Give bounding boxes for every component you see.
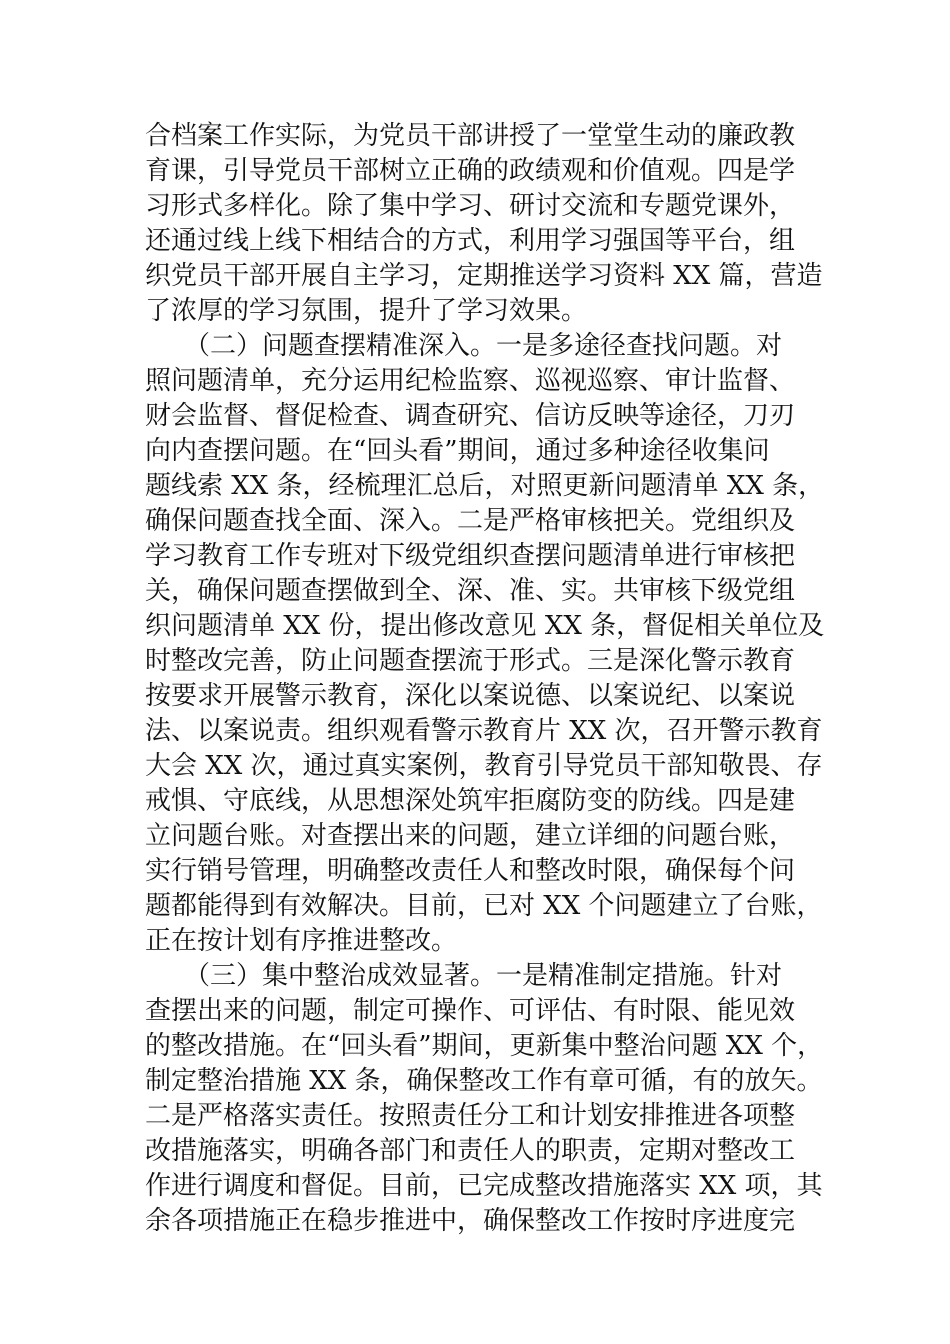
- text-line: 了浓厚的学习氛围，提升了学习效果。: [145, 296, 588, 326]
- text-line: 还通过线上线下相结合的方式，利用学习强国等平台，组: [145, 226, 796, 256]
- text-line: 关，确保问题查摆做到全、深、准、实。共审核下级党组: [145, 576, 796, 606]
- text-line: 立问题台账。对查摆出来的问题，建立详细的问题台账，: [145, 821, 796, 851]
- text-line: 织问题清单 XX 份，提出修改意见 XX 条，督促相关单位及: [145, 611, 825, 641]
- text-line: （三）集中整治成效显著。一是精准制定措施。针对: [145, 961, 783, 991]
- text-line: 作进行调度和督促。目前，已完成整改措施落实 XX 项，其: [145, 1171, 823, 1201]
- text-line: 戒惧、守底线，从思想深处筑牢拒腐防变的防线。四是建: [145, 786, 796, 816]
- text-line: 按要求开展警示教育，深化以案说德、以案说纪、以案说: [145, 681, 796, 711]
- text-line: 题都能得到有效解决。目前，已对 XX 个问题建立了台账，: [145, 891, 823, 921]
- text-line: 正在按计划有序推进整改。: [145, 926, 458, 956]
- text-line: 时整改完善，防止问题查摆流于形式。三是深化警示教育: [145, 646, 796, 676]
- text-line: 照问题清单，充分运用纪检监察、巡视巡察、审计监督、: [145, 366, 796, 396]
- text-line: 习形式多样化。除了集中学习、研讨交流和专题党课外，: [145, 191, 796, 221]
- text-line: 实行销号管理，明确整改责任人和整改时限，确保每个问: [145, 856, 796, 886]
- text-line: 改措施落实，明确各部门和责任人的职责，定期对整改工: [145, 1136, 796, 1166]
- text-line: 题线索 XX 条，经梳理汇总后，对照更新问题清单 XX 条，: [145, 471, 825, 501]
- document-body: [145, 119, 835, 1239]
- text-line: 的整改措施。在“回头看”期间，更新集中整治问题 XX 个，: [145, 1031, 824, 1061]
- text-line: （二）问题查摆精准深入。一是多途径查找问题。对: [145, 331, 783, 361]
- text-line: 余各项措施正在稳步推进中，确保整改工作按时序进度完: [145, 1206, 796, 1236]
- text-line: 织党员干部开展自主学习，定期推送学习资料 XX 篇，营造: [145, 261, 823, 291]
- text-line: 合档案工作实际，为党员干部讲授了一堂堂生动的廉政教: [145, 121, 796, 151]
- text-line: 法、以案说责。组织观看警示教育片 XX 次，召开警示教育: [145, 716, 823, 746]
- text-line: 学习教育工作专班对下级党组织查摆问题清单进行审核把: [145, 541, 796, 571]
- text-line: 制定整治措施 XX 条，确保整改工作有章可循，有的放矢。: [145, 1066, 823, 1096]
- text-line: 向内查摆问题。在“回头看”期间，通过多种途径收集问: [145, 436, 770, 466]
- text-line: 确保问题查找全面、深入。二是严格审核把关。党组织及: [145, 506, 796, 536]
- text-line: 大会 XX 次，通过真实案例，教育引导党员干部知敬畏、存: [145, 751, 823, 781]
- text-line: 育课，引导党员干部树立正确的政绩观和价值观。四是学: [145, 156, 796, 186]
- text-line: 查摆出来的问题，制定可操作、可评估、有时限、能见效: [145, 996, 796, 1026]
- text-line: 二是严格落实责任。按照责任分工和计划安排推进各项整: [145, 1101, 796, 1131]
- text-line: 财会监督、督促检查、调查研究、信访反映等途径，刀刃: [145, 401, 796, 431]
